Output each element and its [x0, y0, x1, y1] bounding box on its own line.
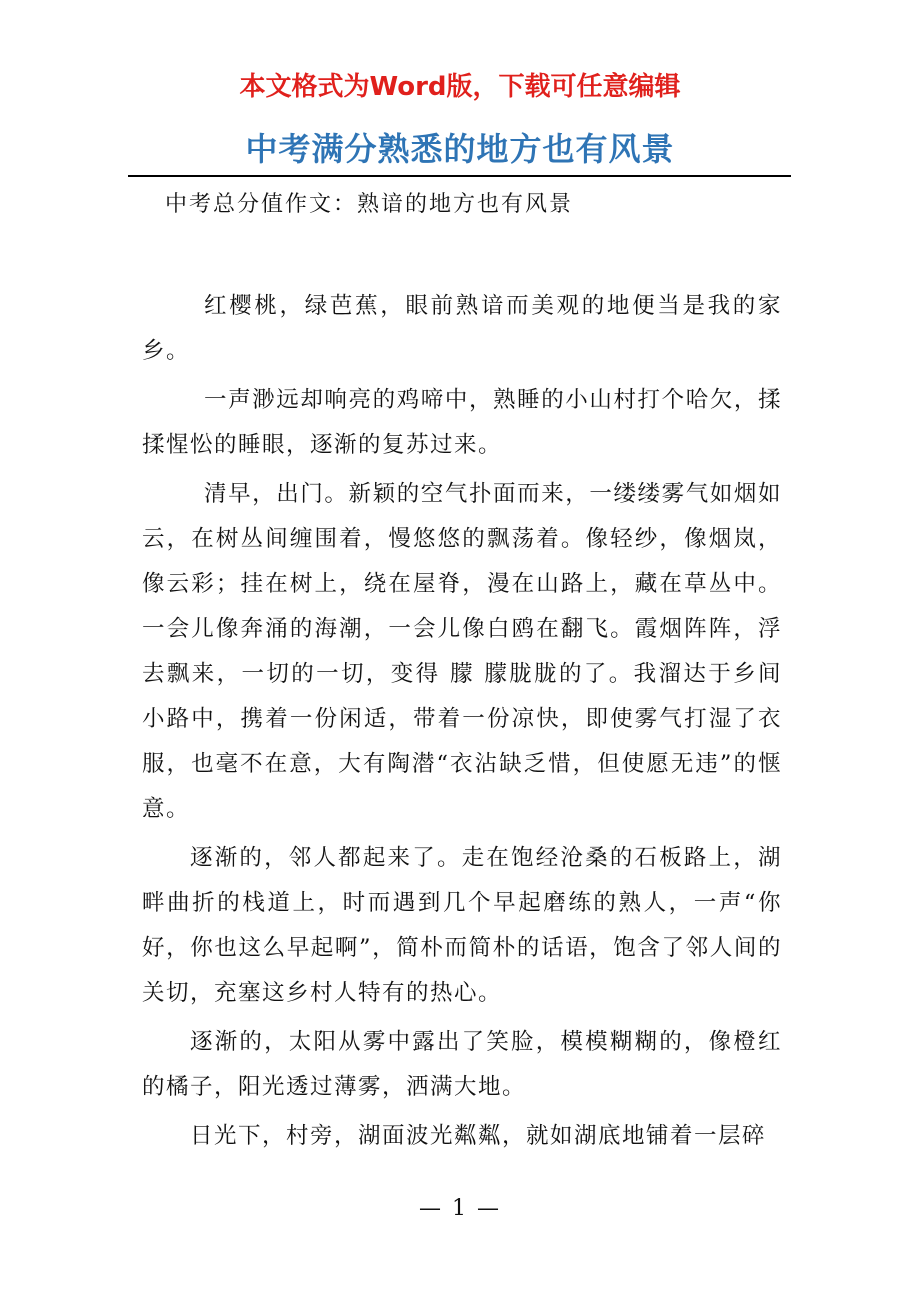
paragraph: 逐渐的，太阳从雾中露出了笑脸，模模糊糊的，像橙红的橘子，阳光透过薄雾，洒满大地。	[142, 1029, 782, 1100]
title-divider	[128, 175, 791, 177]
essay-subtitle: 中考总分值作文：熟谙的地方也有风景	[165, 192, 574, 217]
format-banner: 本文格式为Word版，下载可任意编辑	[239, 72, 681, 102]
page-number: — 1 —	[419, 1196, 501, 1221]
paragraph: 逐渐的，邻人都起来了。走在饱经沧桑的石板路上，湖畔曲折的栈道上，时而遇到几个早起磨练的熟人，一声“你好，你也这么早起啊”，简朴而简朴的话语，饱含了邻人间的关切，充塞这乡村人特有的热心。	[142, 845, 782, 1006]
paragraph: 红樱桃，绿芭蕉，眼前熟谙而美观的地便当是我的家乡。	[142, 293, 782, 364]
document-title: 中考满分熟悉的地方也有风景	[245, 130, 675, 168]
paragraph: 清早，出门。新颖的空气扑面而来，一缕缕雾气如烟如云，在树丛间缠围着，慢悠悠的飘荡着。像轻纱，像烟岚，像云彩；挂在树上，绕在屋脊，漫在山路上，藏在草丛中。一会儿像奔涌的海潮，一会儿像白鸥在翻飞。霞烟阵阵，浮去飘来，一切的一切，变得 朦 朦胧胧的了。我溜达于乡间小路中，携着一份闲适，带着一份凉快，即使雾气打湿了衣服，也毫不在意，大有陶潜“衣沾缺乏惜，但使愿无违”的惬意。	[142, 481, 782, 822]
essay-body	[142, 284, 782, 1163]
paragraph: 一声渺远却响亮的鸡啼中，熟睡的小山村打个哈欠，揉揉惺忪的睡眼，逐渐的复苏过来。	[142, 387, 782, 458]
paragraph: 日光下，村旁，湖面波光粼粼，就如湖底地铺着一层碎	[190, 1123, 767, 1149]
